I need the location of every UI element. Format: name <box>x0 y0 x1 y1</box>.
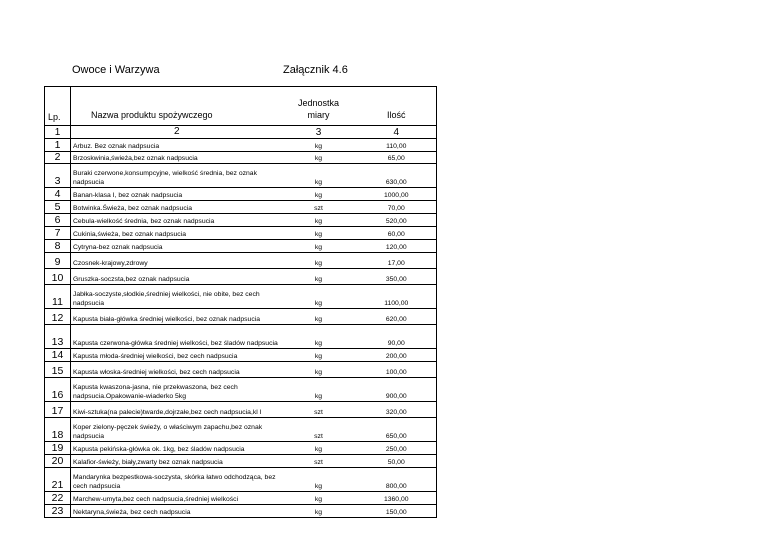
table-row <box>45 492 437 505</box>
row-name: Mandarynka bezpestkowa-soczysta, skórka łatwo odchodząca, bez cech nadpsucia <box>71 468 281 492</box>
row-lp: 1 <box>45 139 71 152</box>
row-qty: 1000,00 <box>357 188 437 201</box>
products-table <box>44 86 437 518</box>
row-qty: 320,00 <box>357 402 437 418</box>
table-row <box>45 269 437 285</box>
row-name: Kapusta czerwona-główka średniej wielkości, bez śladów nadpsucia <box>71 325 281 349</box>
table-row <box>45 240 437 253</box>
table-row <box>45 505 437 518</box>
row-qty: 200,00 <box>357 349 437 362</box>
row-qty: 1360,00 <box>357 492 437 505</box>
table-row <box>45 418 437 442</box>
row-name: Nektaryna,świeża, bez cech nadpsucia <box>71 505 281 518</box>
table-row <box>45 164 437 188</box>
row-qty: 70,00 <box>357 201 437 214</box>
row-name: Kiwi-sztuka(na palecie)twarde,dojrzałe,bez cech nadpsucia,kl I <box>71 402 281 418</box>
row-name: Brzoskwinia,świeża,bez oznak nadpsucia <box>71 152 281 164</box>
row-lp: 18 <box>45 418 71 442</box>
row-qty: 800,00 <box>357 468 437 492</box>
row-qty: 630,00 <box>357 164 437 188</box>
row-qty: 150,00 <box>357 505 437 518</box>
row-unit: kg <box>281 468 357 492</box>
row-qty: 60,00 <box>357 227 437 240</box>
row-lp: 9 <box>45 253 71 269</box>
row-qty: 350,00 <box>357 269 437 285</box>
row-lp: 11 <box>45 285 71 309</box>
row-lp: 13 <box>45 325 71 349</box>
row-unit: kg <box>281 253 357 269</box>
row-unit: kg <box>281 362 357 378</box>
row-qty: 520,00 <box>357 214 437 227</box>
row-qty: 17,00 <box>357 253 437 269</box>
row-unit: kg <box>281 492 357 505</box>
row-unit: szt <box>281 418 357 442</box>
header-name: Nazwa produktu spożywczego <box>71 87 281 126</box>
table-row <box>45 188 437 201</box>
row-lp: 10 <box>45 269 71 285</box>
row-qty: 90,00 <box>357 325 437 349</box>
row-unit: kg <box>281 164 357 188</box>
table-row <box>45 325 437 349</box>
table-row <box>45 139 437 152</box>
row-qty: 100,00 <box>357 362 437 378</box>
row-lp: 3 <box>45 164 71 188</box>
column-number: 2 <box>71 126 281 139</box>
row-lp: 14 <box>45 349 71 362</box>
row-qty: 620,00 <box>357 309 437 325</box>
row-lp: 16 <box>45 378 71 402</box>
table-row <box>45 468 437 492</box>
row-unit: kg <box>281 349 357 362</box>
header-lp: Lp. <box>45 87 71 126</box>
row-name: Marchew-umyta,bez cech nadpsucia,średniej wielkości <box>71 492 281 505</box>
row-qty: 50,00 <box>357 455 437 468</box>
row-name: Cebula-wielkość średnia, bez oznak nadpsucia <box>71 214 281 227</box>
table-row <box>45 201 437 214</box>
row-name: Koper zielony-pęczek świeży, o właściwym zapachu,bez oznak nadpsucia <box>71 418 281 442</box>
column-number-row <box>45 126 437 139</box>
column-number: 1 <box>45 126 71 139</box>
row-unit: kg <box>281 188 357 201</box>
row-name: Kapusta włoska-średniej wielkości, bez cech nadpsucia <box>71 362 281 378</box>
row-name: Gruszka-soczsta,bez oznak nadpsucia <box>71 269 281 285</box>
row-lp: 20 <box>45 455 71 468</box>
row-name: Arbuz. Bez oznak nadpsucia <box>71 139 281 152</box>
row-unit: kg <box>281 505 357 518</box>
table-row <box>45 253 437 269</box>
row-lp: 4 <box>45 188 71 201</box>
table-row <box>45 442 437 455</box>
row-lp: 21 <box>45 468 71 492</box>
attachment-label: Załącznik 4.6 <box>283 64 348 76</box>
row-unit: kg <box>281 309 357 325</box>
row-lp: 15 <box>45 362 71 378</box>
row-lp: 12 <box>45 309 71 325</box>
row-name: Kapusta młoda-średniej wielkości, bez cech nadpsucia <box>71 349 281 362</box>
row-unit: kg <box>281 152 357 164</box>
table-row <box>45 285 437 309</box>
row-qty: 120,00 <box>357 240 437 253</box>
table-row <box>45 402 437 418</box>
row-unit: kg <box>281 325 357 349</box>
row-qty: 65,00 <box>357 152 437 164</box>
row-unit: kg <box>281 227 357 240</box>
row-qty: 900,00 <box>357 378 437 402</box>
header-qty: Ilość <box>357 87 437 126</box>
row-name: Kapusta pekińska-główka ok. 1kg, bez śladów nadpsucia <box>71 442 281 455</box>
row-name: Kapusta kwaszona-jasna, nie przekwaszona, bez cech nadpsucia.Opakowanie-wiaderko 5kg <box>71 378 281 402</box>
row-qty: 250,00 <box>357 442 437 455</box>
table-row <box>45 349 437 362</box>
row-unit: kg <box>281 269 357 285</box>
row-lp: 7 <box>45 227 71 240</box>
column-number: 4 <box>357 126 437 139</box>
row-lp: 6 <box>45 214 71 227</box>
row-name: Cytryna-bez oznak nadpsucia <box>71 240 281 253</box>
table-row <box>45 152 437 164</box>
row-name: Cukinia,świeża, bez oznak nadpsucia <box>71 227 281 240</box>
row-unit: kg <box>281 240 357 253</box>
row-unit: kg <box>281 442 357 455</box>
table-header-row <box>45 87 437 126</box>
row-lp: 8 <box>45 240 71 253</box>
row-unit: kg <box>281 285 357 309</box>
row-unit: kg <box>281 214 357 227</box>
row-unit: szt <box>281 402 357 418</box>
row-lp: 5 <box>45 201 71 214</box>
row-name: Czosnek-krajowy,zdrowy <box>71 253 281 269</box>
table-row <box>45 227 437 240</box>
row-unit: szt <box>281 201 357 214</box>
row-qty: 110,00 <box>357 139 437 152</box>
header-unit: Jednostka miary <box>281 87 357 126</box>
row-qty: 1100,00 <box>357 285 437 309</box>
row-name: Kalafior-świeży, biały,zwarty bez oznak nadpsucia <box>71 455 281 468</box>
row-qty: 650,00 <box>357 418 437 442</box>
table-row <box>45 362 437 378</box>
row-unit: szt <box>281 455 357 468</box>
table-row <box>45 309 437 325</box>
table-row <box>45 378 437 402</box>
table-row <box>45 455 437 468</box>
row-name: Kapusta biała-główka średniej wielkości, bez oznak nadpsucia <box>71 309 281 325</box>
row-lp: 2 <box>45 152 71 164</box>
column-number: 3 <box>281 126 357 139</box>
row-name: Botwinka.Świeża, bez oznak nadpsucia <box>71 201 281 214</box>
row-name: Buraki czerwone,konsumpcyjne, wielkość średnia, bez oznak nadpsucia <box>71 164 281 188</box>
table-row <box>45 214 437 227</box>
document-title: Owoce i Warzywa <box>72 64 160 76</box>
row-lp: 23 <box>45 505 71 518</box>
row-lp: 22 <box>45 492 71 505</box>
row-name: Banan-klasa I, bez oznak nadpsucia <box>71 188 281 201</box>
row-unit: kg <box>281 139 357 152</box>
row-lp: 19 <box>45 442 71 455</box>
row-name: Jabłka-soczyste,słodkie,średniej wielkości, nie obite, bez cech nadpsucia <box>71 285 281 309</box>
row-lp: 17 <box>45 402 71 418</box>
row-unit: kg <box>281 378 357 402</box>
